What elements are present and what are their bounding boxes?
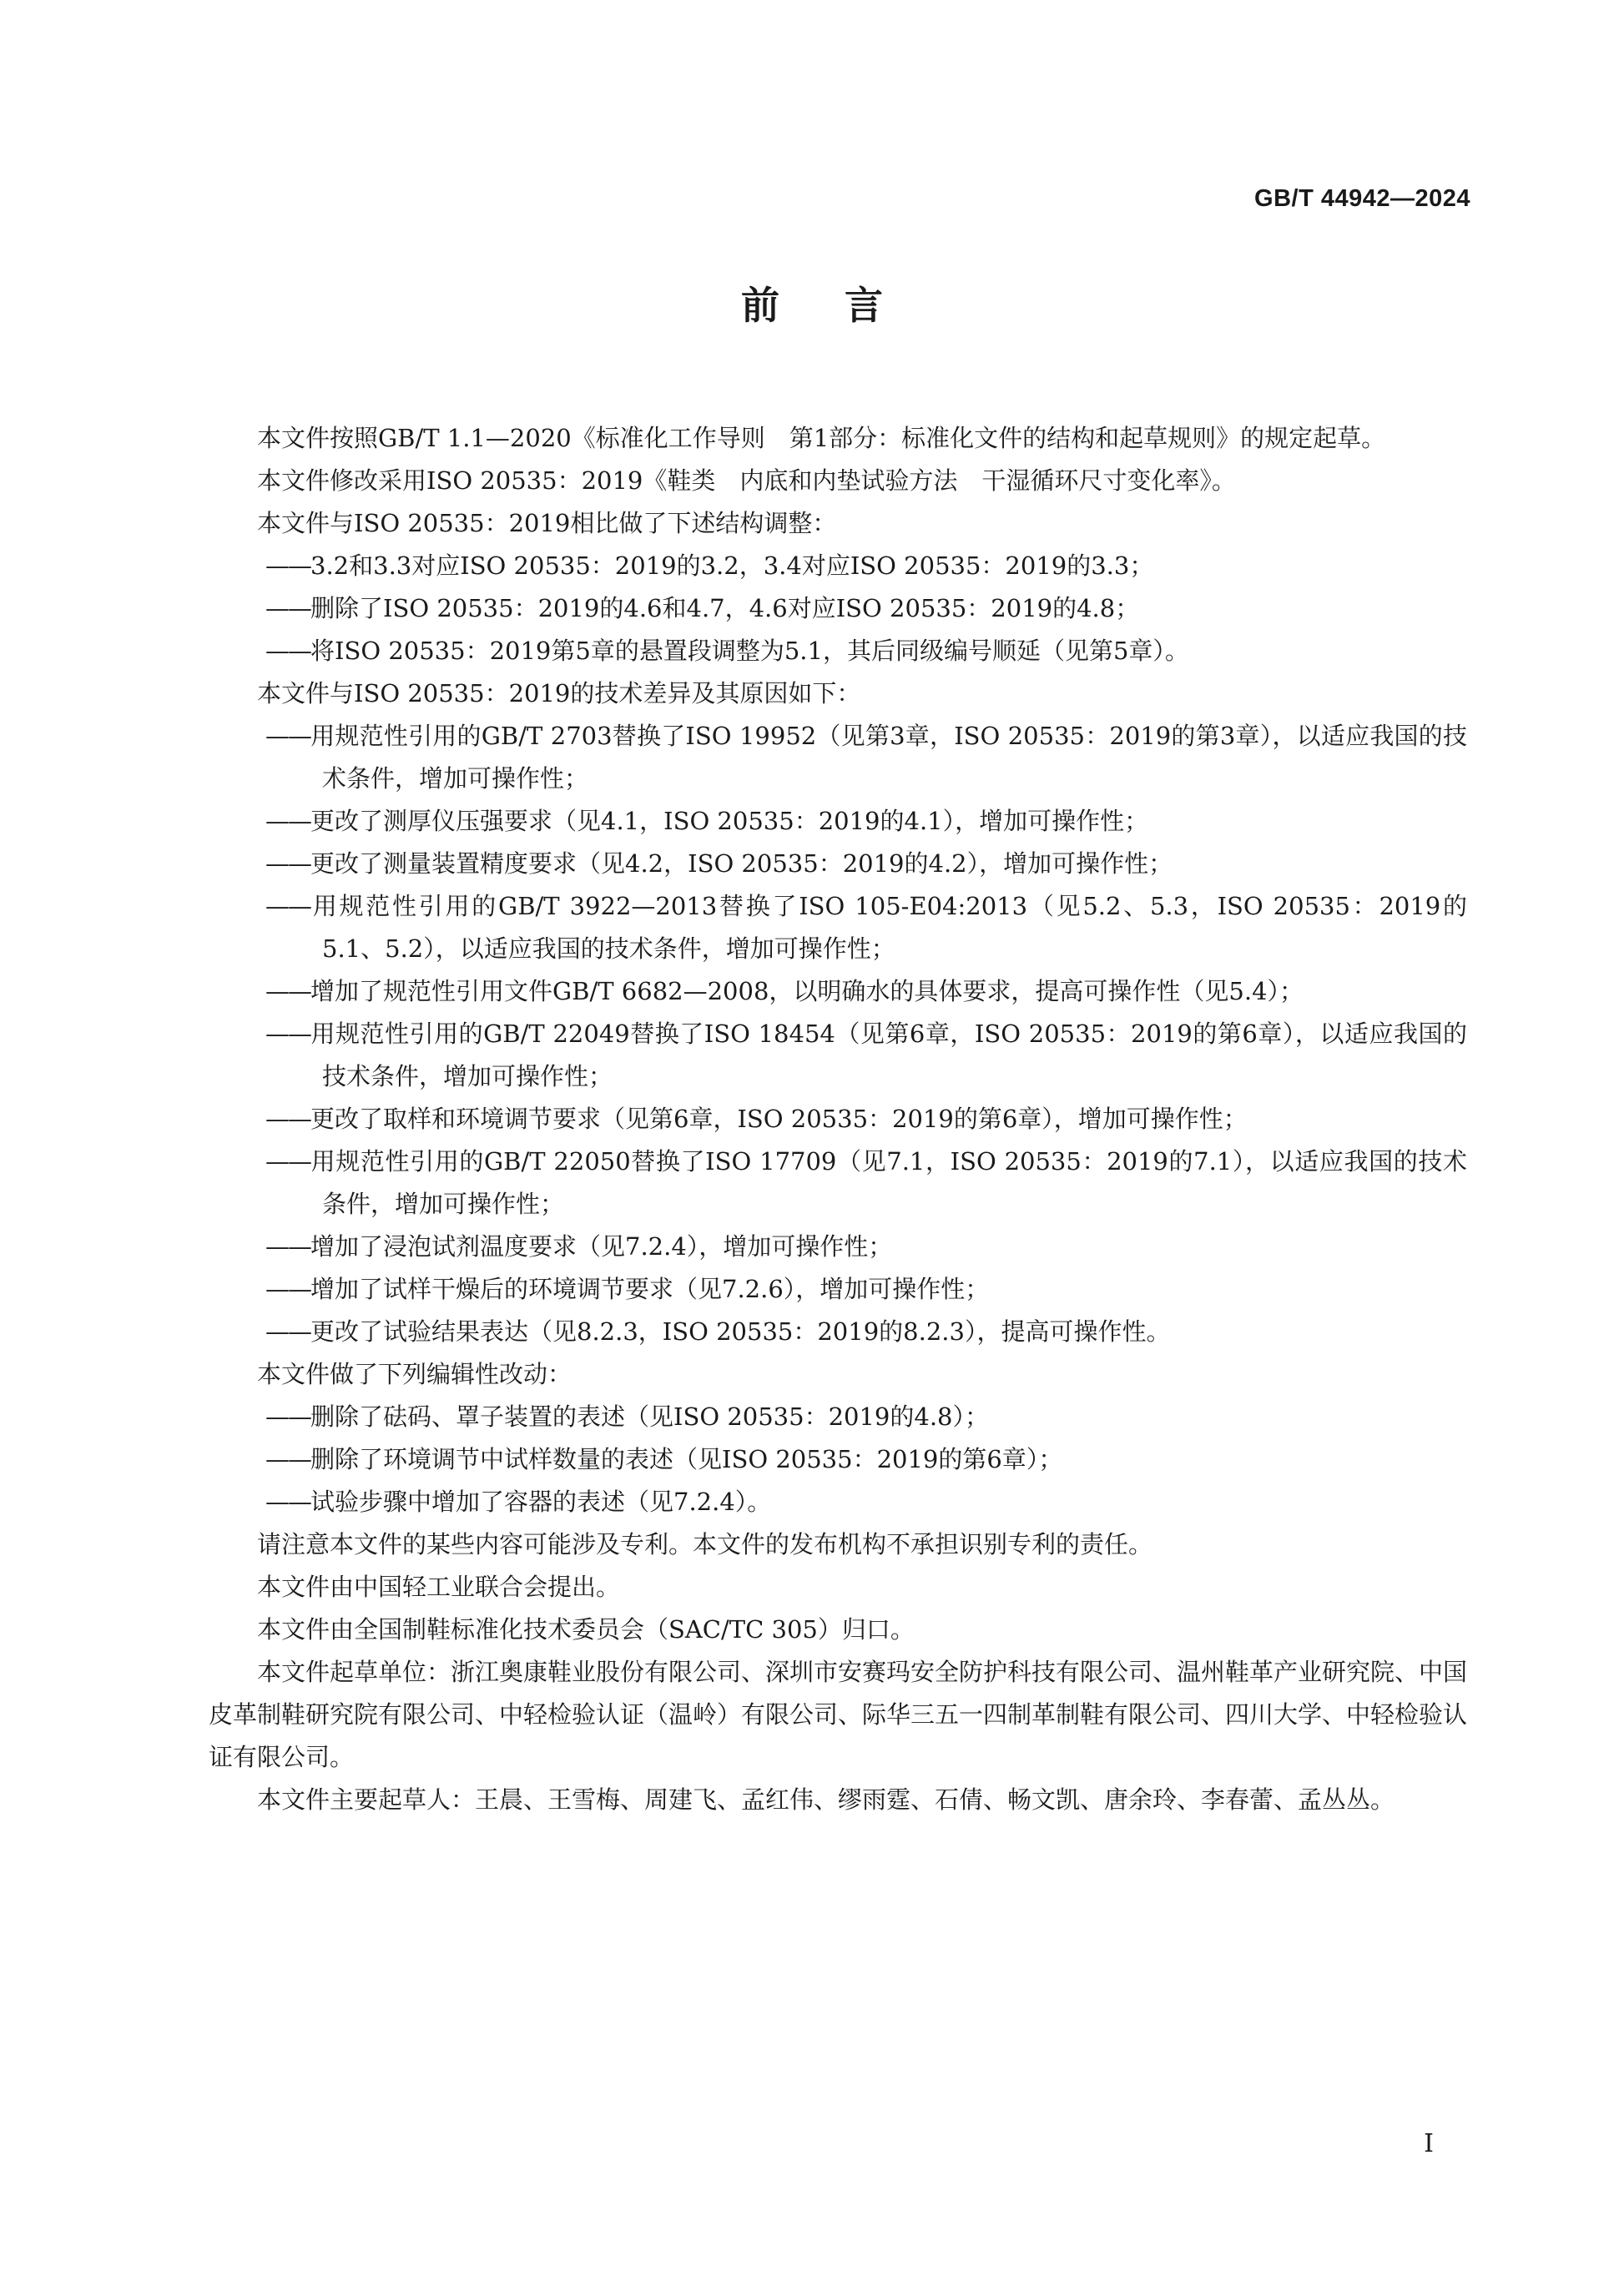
list-item: ——删除了ISO 20535：2019的4.6和4.7，4.6对应ISO 20535：2019的4.8； xyxy=(265,594,1140,622)
paragraph-patent-notice: 请注意本文件的某些内容可能涉及专利。本文件的发布机构不承担识别专利的责任。 xyxy=(257,1530,1153,1558)
list-item: ——将ISO 20535：2019第5章的悬置段调整为5.1，其后同级编号顺延（见第5章）。 xyxy=(265,637,1189,665)
list-dash: —— xyxy=(265,892,310,920)
list-dash: —— xyxy=(265,1020,310,1048)
list-dash: —— xyxy=(265,977,310,1005)
list-item: ——用规范性引用的GB/T 2703替换了ISO 19952（见第3章，ISO 20535：2019的第3章），以适应我国的技术条件，增加可操作性； xyxy=(265,722,1467,793)
standard-number: GB/T 44942—2024 xyxy=(1254,185,1470,212)
list-item: ——删除了砝码、罩子装置的表述（见ISO 20535：2019的4.8）； xyxy=(265,1402,989,1431)
paragraph-drafting-rules: 本文件按照GB/T 1.1—2020《标准化工作导则 第1部分：标准化文件的结构和起草规则》的规定起草。 xyxy=(257,424,1386,452)
editorial-changes-list xyxy=(209,1396,1467,1523)
technical-differences-list xyxy=(209,715,1467,1353)
list-dash: —— xyxy=(265,1147,310,1176)
paragraph-committee: 本文件由全国制鞋标准化技术委员会（SAC/TC 305）归口。 xyxy=(257,1615,915,1644)
list-item: ——增加了浸泡试剂温度要求（见7.2.4），增加可操作性； xyxy=(265,1232,893,1261)
list-dash: —— xyxy=(265,637,310,665)
list-item: ——增加了规范性引用文件GB/T 6682—2008，以明确水的具体要求，提高可操作性（见5.4）； xyxy=(265,977,1304,1005)
list-item: ——3.2和3.3对应ISO 20535：2019的3.2，3.4对应ISO 20535：2019的3.3； xyxy=(265,551,1154,580)
page-title: 前言 xyxy=(741,283,948,328)
list-item: ——用规范性引用的GB/T 3922—2013替换了ISO 105-E04:2013（见5.2、5.3，ISO 20535：2019的5.1、5.2），以适应我国的技术条件，增加可操作性； xyxy=(265,892,1467,963)
paragraph-technical-intro: 本文件与ISO 20535：2019的技术差异及其原因如下： xyxy=(257,679,861,707)
list-item: ——更改了取样和环境调节要求（见第6章，ISO 20535：2019的第6章），增加可操作性； xyxy=(265,1105,1248,1133)
paragraph-drafters: 本文件主要起草人：王晨、王雪梅、周建飞、孟红伟、缪雨霆、石倩、畅文凯、唐余玲、李春蕾、孟丛丛。 xyxy=(257,1785,1395,1814)
list-dash: —— xyxy=(265,807,310,835)
list-item: ——用规范性引用的GB/T 22049替换了ISO 18454（见第6章，ISO 20535：2019的第6章），以适应我国的技术条件，增加可操作性； xyxy=(265,1020,1467,1090)
list-item: ——用规范性引用的GB/T 22050替换了ISO 17709（见7.1，ISO 20535：2019的7.1），以适应我国的技术条件，增加可操作性； xyxy=(265,1147,1467,1218)
page-number: I xyxy=(1424,2129,1434,2158)
list-item: ——更改了测厚仪压强要求（见4.1，ISO 20535：2019的4.1），增加可操作性； xyxy=(265,807,1149,835)
list-dash: —— xyxy=(265,1232,310,1261)
list-item: ——试验步骤中增加了容器的表述（见7.2.4）。 xyxy=(265,1488,772,1516)
paragraph-adoption: 本文件修改采用ISO 20535：2019《鞋类 内底和内垫试验方法 干湿循环尺寸变化率》。 xyxy=(257,466,1236,495)
list-dash: —— xyxy=(265,1488,310,1516)
foreword-body xyxy=(209,417,1467,1821)
paragraph-drafting-units: 本文件起草单位：浙江奥康鞋业股份有限公司、深圳市安赛玛安全防护科技有限公司、温州鞋革产业研究院、中国皮革制鞋研究院有限公司、中轻检验认证（温岭）有限公司、际华三五一四制革制鞋有限公司、四川大学、中轻检验认证有限公司。 xyxy=(209,1658,1468,1771)
paragraph-editorial-intro: 本文件做了下列编辑性改动： xyxy=(257,1360,572,1388)
list-dash: —— xyxy=(265,1275,310,1303)
list-dash: —— xyxy=(265,1105,310,1133)
list-dash: —— xyxy=(265,551,310,580)
list-item: ——删除了环境调节中试样数量的表述（见ISO 20535：2019的第6章）； xyxy=(265,1445,1063,1473)
list-item: ——增加了试样干燥后的环境调节要求（见7.2.6），增加可操作性； xyxy=(265,1275,990,1303)
structural-changes-list xyxy=(209,545,1467,672)
paragraph-proposer: 本文件由中国轻工业联合会提出。 xyxy=(257,1573,621,1601)
list-dash: —— xyxy=(265,1402,310,1431)
list-dash: —— xyxy=(265,722,310,750)
paragraph-structural-intro: 本文件与ISO 20535：2019相比做了下述结构调整： xyxy=(257,509,837,537)
list-dash: —— xyxy=(265,1445,310,1473)
list-dash: —— xyxy=(265,849,310,878)
list-dash: —— xyxy=(265,594,310,622)
list-item: ——更改了测量装置精度要求（见4.2，ISO 20535：2019的4.2），增加可操作性； xyxy=(265,849,1173,878)
list-dash: —— xyxy=(265,1317,310,1346)
list-item: ——更改了试验结果表达（见8.2.3，ISO 20535：2019的8.2.3），提高可操作性。 xyxy=(265,1317,1171,1346)
